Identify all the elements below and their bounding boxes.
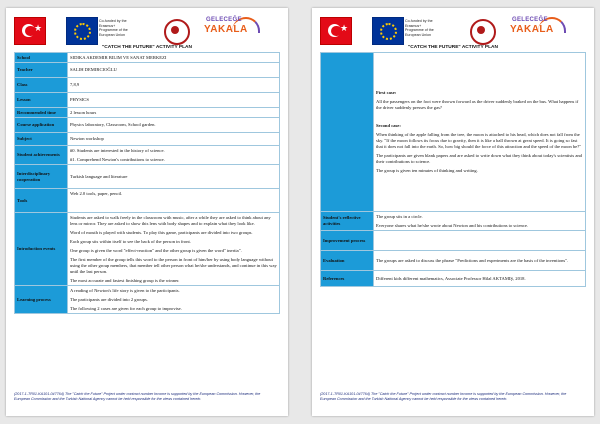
row-value [374, 231, 586, 251]
project-logo: GELECEĞE YAKALA [508, 17, 568, 41]
activity-plan-table [14, 52, 280, 314]
row-value: Physics laboratory, Classroom, School garden. [68, 118, 280, 133]
table-row [15, 133, 280, 146]
table-row [15, 165, 280, 189]
table-row [321, 271, 586, 287]
case-text: All the passengers on the foot were thrown forward as the driver suddenly braked on the bus. What happens if the driver suddenly presses the gas? [376, 99, 579, 110]
row-label: Class [15, 78, 68, 93]
row-value: Different kids different mathematics, Associate Professor Hilal AKTAMIŞ, 2018. [374, 271, 586, 287]
row-value: Newton workshop [68, 133, 280, 146]
paragraph: The group is given ten minutes of thinking and writing. [376, 168, 478, 173]
row-value: 7,8,9 [68, 78, 280, 93]
paragraph: The group sits in a circle. [376, 213, 423, 219]
row-value [68, 286, 280, 314]
row-label: Student achievements [15, 146, 68, 165]
achievement-item: #0. Students are interested in the history of science. [70, 147, 165, 153]
row-label: Recommended time [15, 108, 68, 118]
table-row [15, 63, 280, 78]
table-row [15, 118, 280, 133]
row-label: Teacher [15, 63, 68, 78]
row-label: Course application [15, 118, 68, 133]
turkey-flag-icon: ★ [14, 17, 46, 45]
row-label: Student's reflective activities [321, 212, 374, 231]
achievement-item: #1. Comprehend Newton's contributions to science. [70, 156, 165, 162]
eu-flag-icon [66, 17, 98, 45]
header-logos [320, 17, 586, 45]
table-row [321, 53, 586, 212]
row-label: School [15, 53, 68, 63]
row-label: Interdisciplinary cooperation [15, 165, 68, 189]
page-right [312, 8, 594, 416]
page-title: "CATCH THE FUTURE" ACTIVITY PLAN [101, 45, 192, 50]
row-value [374, 212, 586, 231]
paragraph: The most accurate and fastest finishing group is the winner. [70, 277, 180, 283]
row-label: Evaluation [321, 251, 374, 271]
case-text: When thinking of the apple falling from the tree, the moon is attached to his head, which does not fall from the sky. "If the moon follows its focus due to gravity, then it is like a ball thrown at great speed. It is going so fast that it does not fall into the earth. So, how big should the force of this attraction and the speed of the moon be?" [376, 132, 582, 149]
case-title: First case: [376, 90, 397, 95]
row-label: Tools [15, 189, 68, 213]
eu-cofunded-text: Co-funded by the Erasmus+ Programme of the European Union [405, 19, 434, 37]
table-row [321, 212, 586, 231]
paragraph: Students are asked to walk freely in the classroom with music, after a while they are asked to think about any lens or mirror. They are asked to show this lens with body shapes and to explain what they look like. [70, 214, 271, 226]
eu-flag-icon [372, 17, 404, 45]
row-label: Improvement process [321, 231, 374, 251]
page-left [6, 8, 288, 416]
paragraph: The participants are given blank papers and are asked to write down what they think about today's scientists and their contributions to science. [376, 153, 582, 164]
row-value [374, 53, 586, 212]
paragraph: Each group sits within itself to see the back of the person in front. [70, 238, 191, 244]
table-row [15, 53, 280, 63]
school-seal-icon [470, 19, 496, 45]
table-row [321, 231, 586, 251]
row-label: Learning process [15, 286, 68, 314]
paragraph: The participants are divided into 2 groups. [70, 296, 148, 302]
table-row [15, 108, 280, 118]
table-row [15, 213, 280, 286]
turkey-flag-icon: ★ [320, 17, 352, 45]
row-value [68, 213, 280, 286]
row-label [321, 53, 374, 212]
funding-disclaimer: (2017-1-TR01-KA101-047764) The "Catch the Future" Project under contract number Income is supported by the European Commission. However, the European Commission and the Turkish National Agency cannot be held responsible for the views contained herein. [14, 391, 261, 401]
table-row [15, 189, 280, 213]
activity-plan-table-continued [320, 52, 586, 287]
page-title: "CATCH THE FUTURE" ACTIVITY PLAN [407, 45, 498, 50]
case-title: Second case: [376, 123, 401, 128]
row-label: Lesson [15, 93, 68, 108]
paragraph: Everyone shares what he/she wrote about Newton and his contributions to science. [376, 222, 529, 228]
paragraph: The following 2 cases are given for each group to improvise. [70, 305, 182, 311]
row-value: PHYSICS [68, 93, 280, 108]
funding-disclaimer: (2017-1-TR01-KA101-047764) The "Catch the Future" Project under contract number Income is supported by the European Commission. However, the European Commission and the Turkish National Agency cannot be held responsible for the views contained herein. [320, 391, 567, 401]
table-row [15, 286, 280, 314]
row-value: Web 2.0 tools, paper, pencil. [68, 189, 280, 213]
table-row [15, 146, 280, 165]
project-logo: GELECEĞE YAKALA [202, 17, 262, 41]
eu-cofunded-text: Co-funded by the Erasmus+ Programme of the European Union [99, 19, 128, 37]
row-value: The groups are asked to discuss the phrase "Predictions and experiments are the basis of the inventions". [374, 251, 586, 271]
paragraph: The first member of the group tells this word to the person in front of him/her by using body language without using the other group members, that member tell other person what he/she understands, and continue in this way until the last person. [70, 256, 277, 274]
paragraph: A reading of Newton's life story is given to the participants. [70, 287, 180, 293]
table-row [15, 93, 280, 108]
school-seal-icon [164, 19, 190, 45]
row-label: References [321, 271, 374, 287]
header-logos [14, 17, 280, 45]
paragraph: Word of mouth is played with students. To play this game, participants are divided into two groups. [70, 229, 253, 235]
table-row [321, 251, 586, 271]
row-label: Subject [15, 133, 68, 146]
row-value [68, 146, 280, 165]
row-value: SIDIKA AKDEMIR BILIM VE SANAT MERKEZI [68, 53, 280, 63]
row-value: Turkish language and literature [68, 165, 280, 189]
row-label: Introduction events [15, 213, 68, 286]
row-value: 2 lesson hours [68, 108, 280, 118]
table-row [15, 78, 280, 93]
row-value: SALIH DEMIRCIOĞLU [68, 63, 280, 78]
paragraph: One group is given the word "effect-reaction" and the other group is given the word" inertia". [70, 247, 242, 253]
